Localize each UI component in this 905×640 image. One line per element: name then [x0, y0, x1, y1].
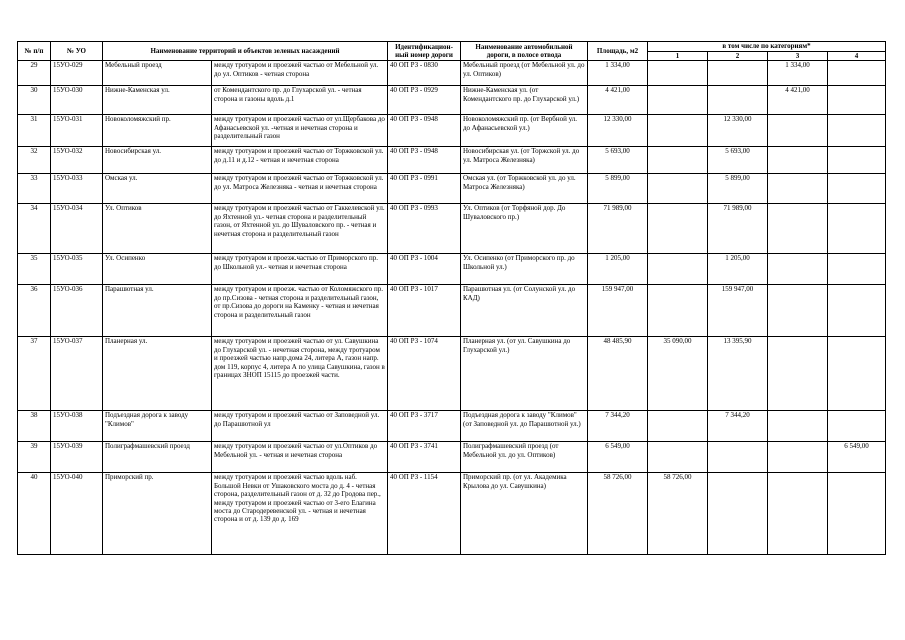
row-cat-2 [708, 61, 768, 86]
row-area: 159 947,00 [588, 285, 648, 337]
row-name: Планерная ул. [103, 337, 212, 411]
header-code: № УО [51, 42, 103, 61]
row-cat-3 [768, 204, 828, 254]
row-road: Парашютная ул. (от Солунской ул. до КАД) [461, 285, 588, 337]
row-num: 39 [18, 442, 51, 473]
row-desc: между тротуаром и проезж. частью от Коломяжского пр. до пр.Сизова - четная сторона и разделительный газон, от пр.Сизова до дороги на Каменку - четная и нечетная сторона и разделительный газон [212, 285, 388, 337]
row-num: 31 [18, 115, 51, 147]
row-desc: от Комендантского пр. до Глухарской ул. - четная сторона и газоны вдоль д.1 [212, 86, 388, 115]
registry-table [17, 41, 886, 555]
row-code: 15УО-037 [51, 337, 103, 411]
row-cat-4 [828, 337, 886, 411]
header-id: Идентификацион-ный номер дороги [388, 42, 461, 61]
row-cat-4 [828, 115, 886, 147]
header-area: Площадь, м2 [588, 42, 648, 61]
row-cat-1 [648, 174, 708, 204]
row-name: Омская ул. [103, 174, 212, 204]
table-row [18, 285, 886, 337]
row-num: 38 [18, 411, 51, 442]
row-name: Полиграфмашевский проезд [103, 442, 212, 473]
row-cat-1 [648, 442, 708, 473]
row-road-id: 40 ОП РЗ - 0929 [388, 86, 461, 115]
row-cat-3 [768, 285, 828, 337]
row-cat-1: 58 726,00 [648, 473, 708, 555]
row-cat-1 [648, 86, 708, 115]
table-row [18, 337, 886, 411]
row-desc: между тротуаром и проезж.частью от Приморского пр. до Школьной ул.- четная и нечетная сторона [212, 254, 388, 285]
row-desc: между тротуаром и проезжей частью от Гаккелевской ул. до Яхтенной ул.- четная сторона и разделительный газон, от Яхтенной ул. до Шуваловского пр. - четная и нечетная сторона и разделительный газон [212, 204, 388, 254]
row-desc: между тротуаром и проезжей частью от Заповедной ул. до Парашютной ул [212, 411, 388, 442]
row-cat-1 [648, 204, 708, 254]
row-road-id: 40 ОП РЗ - 3741 [388, 442, 461, 473]
row-area: 12 330,00 [588, 115, 648, 147]
row-cat-3 [768, 147, 828, 174]
row-code: 15УО-039 [51, 442, 103, 473]
table-header [18, 42, 886, 61]
row-cat-3: 4 421,00 [768, 86, 828, 115]
row-desc: между тротуаром и проезжей частью вдоль наб. Большой Невки от Ушаковского моста до д. 4 - четная сторона, разделительный газон от д. 32 до Гродова пер., между тротуаром и проезжей частью от 3-его Елагина моста до Стародеревенской ул. - четная и нечетная сторона и от д. 139 до д. 169 [212, 473, 388, 555]
row-cat-1 [648, 115, 708, 147]
row-cat-2: 5 899,00 [708, 174, 768, 204]
row-name: Ул. Оптиков [103, 204, 212, 254]
table-row [18, 86, 886, 115]
header-categories: в том числе по категориям* [648, 42, 886, 52]
row-cat-1 [648, 61, 708, 86]
row-road-id: 40 ОП РЗ - 1154 [388, 473, 461, 555]
row-road-id: 40 ОП РЗ - 1004 [388, 254, 461, 285]
row-cat-3 [768, 337, 828, 411]
row-desc: между тротуаром и проезжей частью от ул. Савушкина до Глухарской ул. - нечетная сторона, между тротуаром и проезжей частью напр.дома 24, литера А, газон напр. дом 119, корпус 4, литера А по улица Савушкина, газон в границах ЗНОП 15115 до проезжей части. [212, 337, 388, 411]
row-desc: между тротуаром и проезжей частью от ул.Оптиков до Мебельной ул. - четная и нечетная сторона [212, 442, 388, 473]
row-cat-4 [828, 411, 886, 442]
row-cat-2: 159 947,00 [708, 285, 768, 337]
row-area: 48 485,90 [588, 337, 648, 411]
header-cat-3: 3 [768, 52, 828, 61]
row-cat-4: 6 549,00 [828, 442, 886, 473]
row-desc: между тротуаром и проезжей частью от ул.Щербакова до Афанасьевской ул. -четная и нечетная сторона и разделительный газон [212, 115, 388, 147]
row-cat-3 [768, 254, 828, 285]
row-cat-1 [648, 285, 708, 337]
row-area: 5 899,00 [588, 174, 648, 204]
row-desc: между тротуаром и проезжей частью от Мебельной ул. до ул. Оптиков - четная сторона [212, 61, 388, 86]
row-num: 29 [18, 61, 51, 86]
row-name: Новосибирская ул. [103, 147, 212, 174]
row-num: 37 [18, 337, 51, 411]
table-row [18, 411, 886, 442]
row-area: 71 989,00 [588, 204, 648, 254]
row-road-id: 40 ОП РЗ - 0948 [388, 115, 461, 147]
row-code: 15УО-032 [51, 147, 103, 174]
row-code: 15УО-035 [51, 254, 103, 285]
row-road-id: 40 ОП РЗ - 1074 [388, 337, 461, 411]
table-body [18, 61, 886, 555]
row-num: 30 [18, 86, 51, 115]
row-cat-2: 7 344,20 [708, 411, 768, 442]
row-name: Нижне-Каменская ул. [103, 86, 212, 115]
row-area: 58 726,00 [588, 473, 648, 555]
row-cat-2 [708, 86, 768, 115]
row-area: 6 549,00 [588, 442, 648, 473]
row-road: Подъездная дорога к заводу "Климов" (от Заповедной ул. до Парашютной ул.) [461, 411, 588, 442]
row-cat-4 [828, 61, 886, 86]
table-row [18, 473, 886, 555]
row-code: 15УО-031 [51, 115, 103, 147]
row-cat-2: 13 395,90 [708, 337, 768, 411]
row-road-id: 40 ОП РЗ - 3717 [388, 411, 461, 442]
row-road: Новосибирская ул. (от Торжской ул. до ул. Матроса Железняка) [461, 147, 588, 174]
header-road: Наименование автомобильной дороги, в полосе отвода [461, 42, 588, 61]
row-cat-4 [828, 86, 886, 115]
row-road: Нижне-Каменская ул. (от Комендантского пр. до Глухарской ул.) [461, 86, 588, 115]
header-cat-1: 1 [648, 52, 708, 61]
table-row [18, 115, 886, 147]
row-cat-1: 35 090,00 [648, 337, 708, 411]
row-area: 1 205,00 [588, 254, 648, 285]
row-name: Ул. Осипенко [103, 254, 212, 285]
row-area: 7 344,20 [588, 411, 648, 442]
row-road-id: 40 ОП РЗ - 0830 [388, 61, 461, 86]
row-desc: между тротуаром и проезжей частью от Торжковской ул. до д.11 и д.12 - четная и нечетная сторона [212, 147, 388, 174]
row-cat-1 [648, 411, 708, 442]
row-road-id: 40 ОП РЗ - 0948 [388, 147, 461, 174]
row-road: Ул. Осипенко (от Приморского пр. до Школьной ул.) [461, 254, 588, 285]
row-num: 33 [18, 174, 51, 204]
table-row [18, 204, 886, 254]
row-name: Подъездная дорога к заводу "Климов" [103, 411, 212, 442]
row-code: 15УО-036 [51, 285, 103, 337]
row-desc: между тротуаром и проезжей частью от Торжковской ул. до ул. Матроса Железняка - четная и нечетная сторона [212, 174, 388, 204]
row-road-id: 40 ОП РЗ - 1017 [388, 285, 461, 337]
row-code: 15УО-030 [51, 86, 103, 115]
row-cat-2: 5 693,00 [708, 147, 768, 174]
row-cat-4 [828, 204, 886, 254]
table-row [18, 442, 886, 473]
row-road: Приморский пр. (от ул. Академика Крылова до ул. Савушкина) [461, 473, 588, 555]
row-cat-3: 1 334,00 [768, 61, 828, 86]
row-num: 32 [18, 147, 51, 174]
row-cat-2 [708, 442, 768, 473]
row-name: Мебельный проезд [103, 61, 212, 86]
row-num: 40 [18, 473, 51, 555]
row-road-id: 40 ОП РЗ - 0991 [388, 174, 461, 204]
row-road-id: 40 ОП РЗ - 0993 [388, 204, 461, 254]
row-road: Новоколомяжский пр. (от Вербной ул. до Афанасьевской ул.) [461, 115, 588, 147]
row-num: 36 [18, 285, 51, 337]
row-code: 15УО-034 [51, 204, 103, 254]
row-name: Новоколомяжский пр. [103, 115, 212, 147]
table-row [18, 147, 886, 174]
row-code: 15УО-040 [51, 473, 103, 555]
row-area: 4 421,00 [588, 86, 648, 115]
row-road: Полиграфмашевский проезд (от Мебельной ул. до ул. Оптиков) [461, 442, 588, 473]
row-name: Приморский пр. [103, 473, 212, 555]
row-cat-4 [828, 285, 886, 337]
row-road: Мебельный проезд (от Мебельной ул. до ул. Оптиков) [461, 61, 588, 86]
table-row [18, 61, 886, 86]
row-cat-3 [768, 411, 828, 442]
row-cat-2: 1 205,00 [708, 254, 768, 285]
row-cat-2: 71 989,00 [708, 204, 768, 254]
row-cat-3 [768, 174, 828, 204]
row-cat-3 [768, 115, 828, 147]
row-code: 15УО-038 [51, 411, 103, 442]
table-row [18, 254, 886, 285]
header-cat-2: 2 [708, 52, 768, 61]
row-road: Планерная ул. (от ул. Савушкина до Глухарской ул.) [461, 337, 588, 411]
header-cat-4: 4 [828, 52, 886, 61]
row-num: 35 [18, 254, 51, 285]
row-code: 15УО-029 [51, 61, 103, 86]
table-row [18, 174, 886, 204]
header-name: Наименование территорий и объектов зеленых насаждений [103, 42, 388, 61]
row-area: 5 693,00 [588, 147, 648, 174]
row-area: 1 334,00 [588, 61, 648, 86]
row-cat-4 [828, 473, 886, 555]
header-num: № п/п [18, 42, 51, 61]
row-name: Парашютная ул. [103, 285, 212, 337]
row-num: 34 [18, 204, 51, 254]
row-cat-1 [648, 147, 708, 174]
row-cat-3 [768, 473, 828, 555]
row-cat-4 [828, 147, 886, 174]
row-road: Омская ул. (от Торжковской ул. до ул. Матроса Железняка) [461, 174, 588, 204]
row-cat-4 [828, 254, 886, 285]
row-cat-1 [648, 254, 708, 285]
row-cat-2: 12 330,00 [708, 115, 768, 147]
row-cat-4 [828, 174, 886, 204]
row-code: 15УО-033 [51, 174, 103, 204]
row-road: Ул. Оптиков (от Торфяной дор. До Шуваловского пр.) [461, 204, 588, 254]
row-cat-2 [708, 473, 768, 555]
row-cat-3 [768, 442, 828, 473]
